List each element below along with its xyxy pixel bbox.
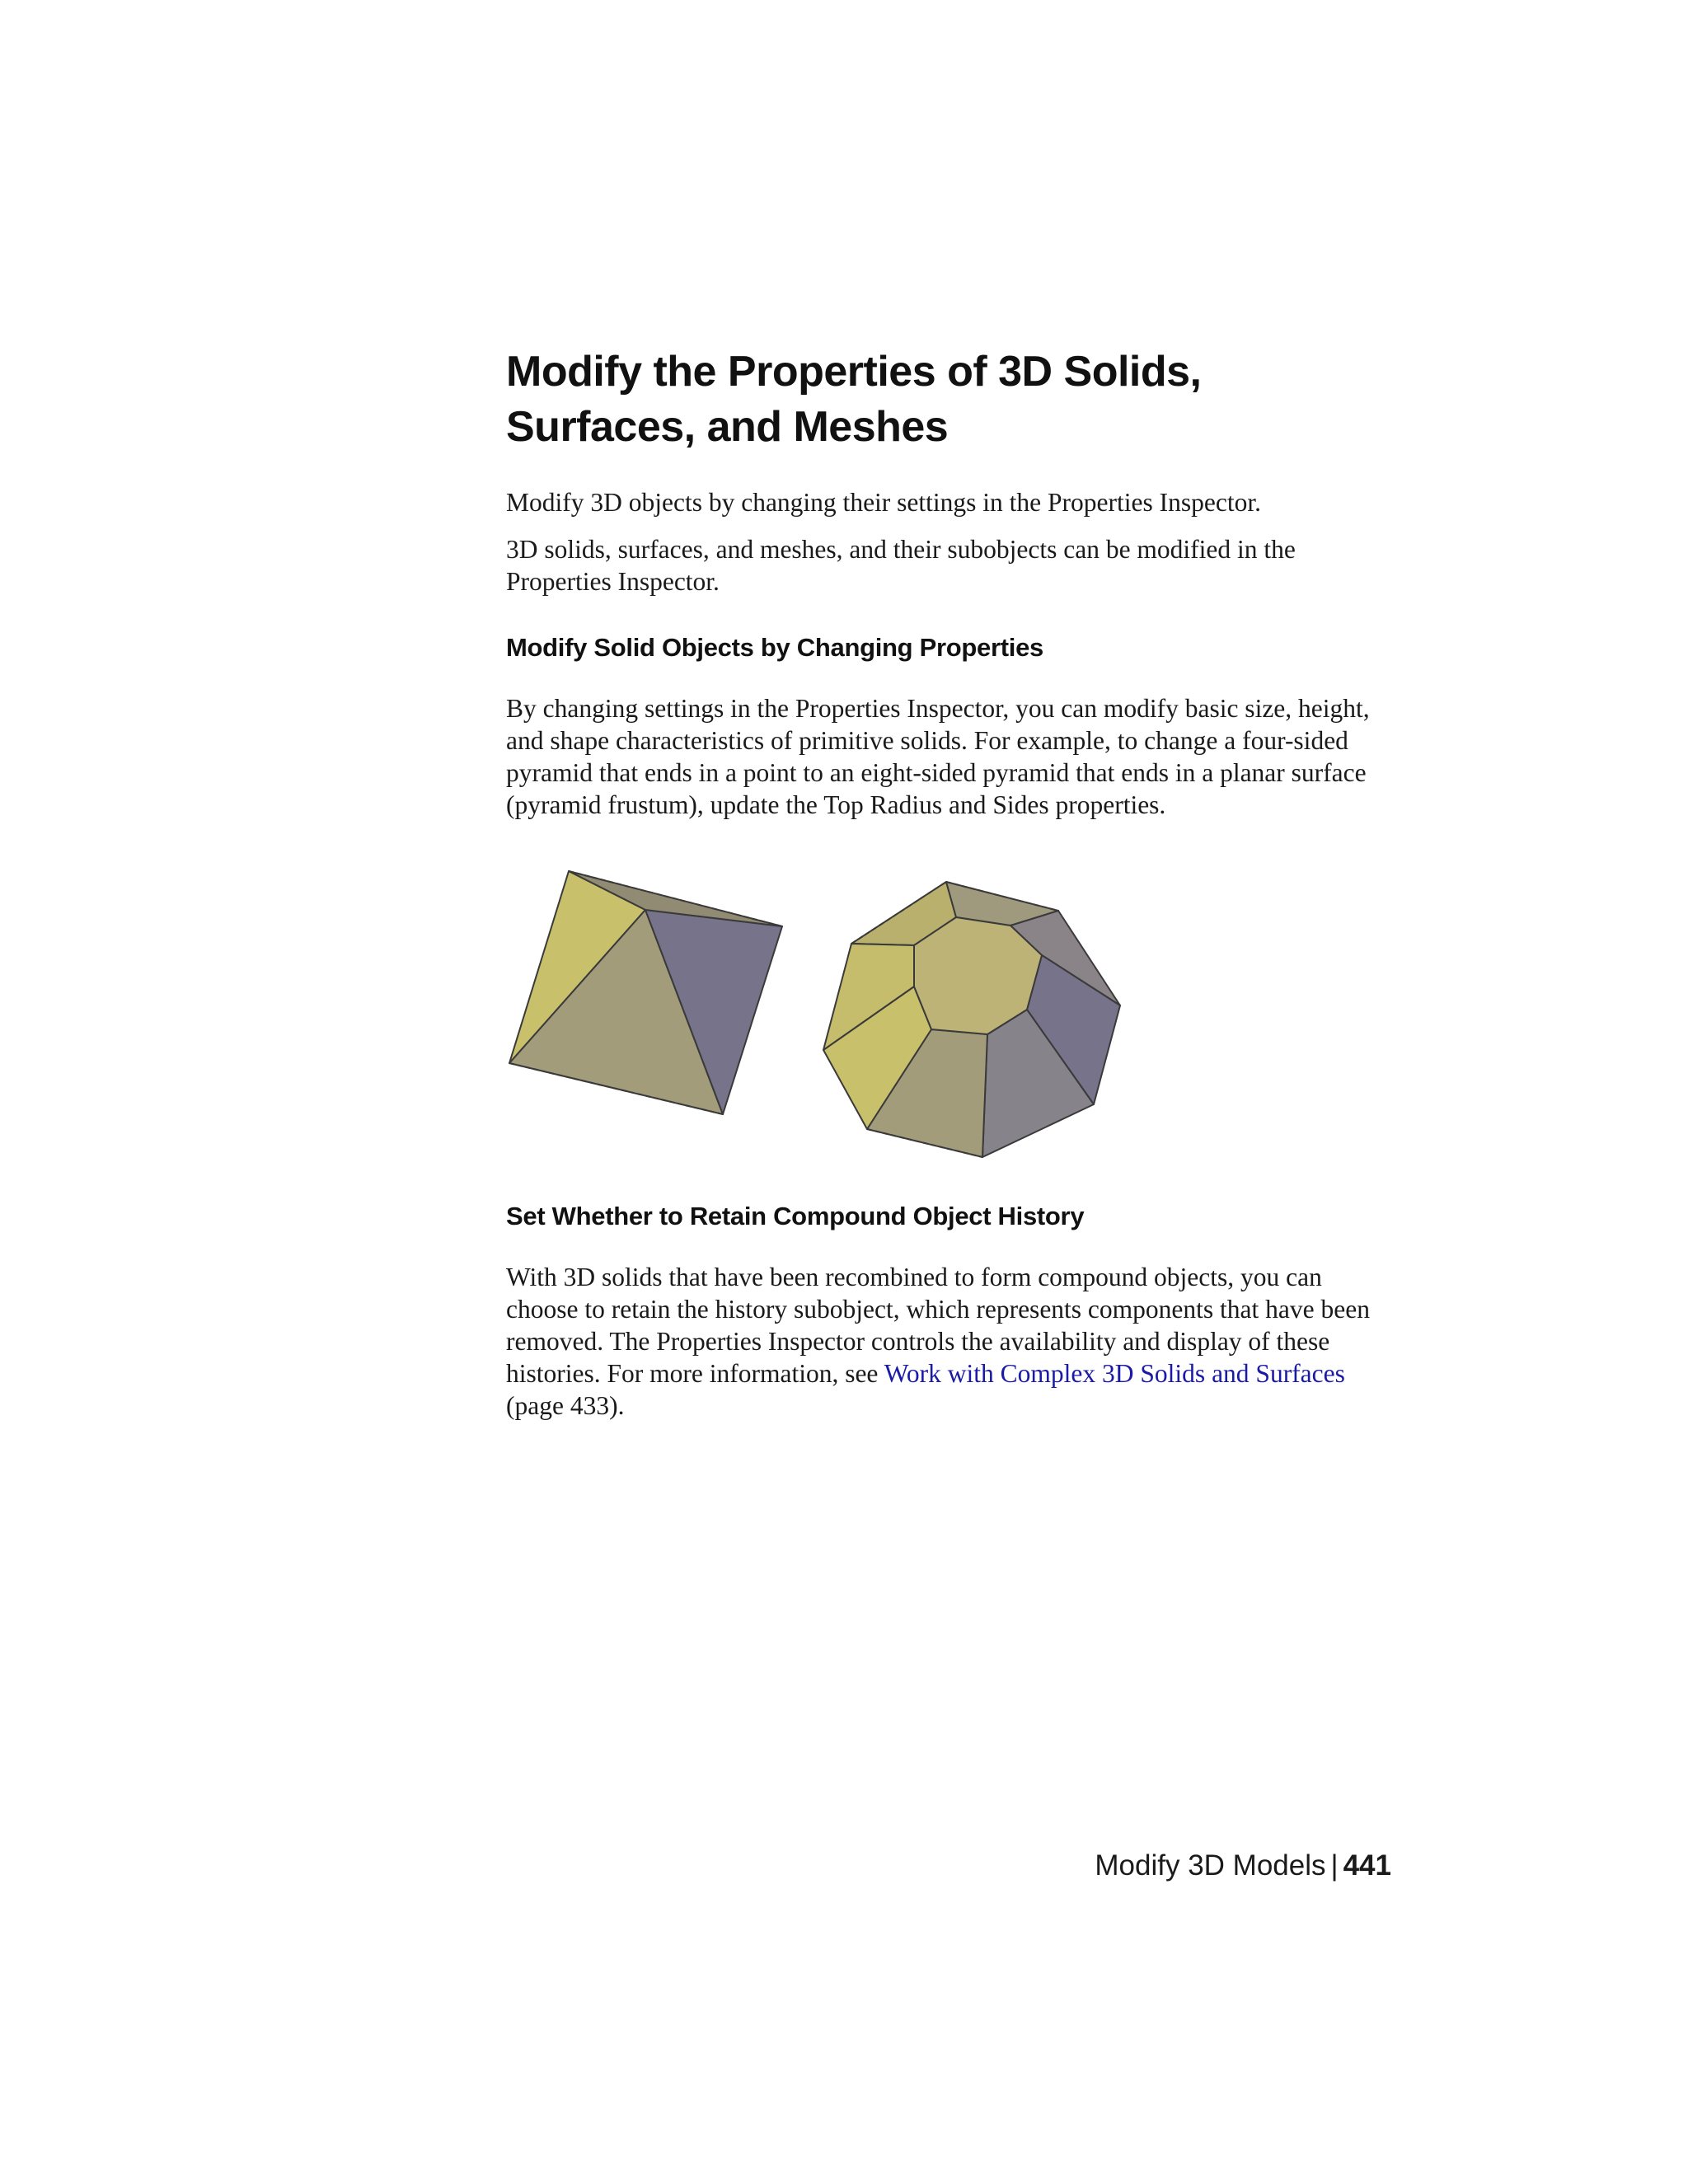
pyramid-comparison-figure [506, 865, 1132, 1162]
eight-sided-frustum-illustration [823, 882, 1120, 1157]
section-body-modify-solid: By changing settings in the Properties Inspector, you can modify basic size, height, and shape characteristics of primitive solids. For example, to change a four-sided pyramid that ends in a point to an eight-sided pyramid that ends in a planar surface (pyramid frustum), update the Top Radius and Sides properties. [506, 694, 1370, 819]
body-text-after-link: (page 433). [506, 1391, 625, 1420]
section-body-compound-history [506, 1261, 1396, 1422]
page-footer [1095, 1848, 1391, 1884]
complex-solids-link[interactable]: Work with Complex 3D Solids and Surfaces [884, 1359, 1345, 1388]
body-text-before-link: With 3D solids that have been recombined to form compound objects, you can choose to retain the history subobject, which represents components that have been removed. The Properties Inspector controls the availability and display of these histories. For more information, see [506, 1263, 1370, 1388]
intro-paragraph-2: 3D solids, surfaces, and meshes, and their subobjects can be modified in the Properties Inspector. [506, 535, 1296, 596]
section-heading-modify-solid: Modify Solid Objects by Changing Properties [506, 633, 1043, 662]
four-sided-pyramid-illustration [509, 871, 782, 1114]
page-title: Modify the Properties of 3D Solids, Surfaces, and Meshes [506, 348, 1202, 451]
footer-chapter: Modify 3D Models [1095, 1849, 1326, 1882]
intro-paragraph: Modify 3D objects by changing their settings in the Properties Inspector. [506, 488, 1261, 517]
section-heading-compound-history: Set Whether to Retain Compound Object History [506, 1202, 1085, 1230]
page-number: 441 [1343, 1849, 1391, 1882]
footer-separator: | [1330, 1849, 1339, 1882]
